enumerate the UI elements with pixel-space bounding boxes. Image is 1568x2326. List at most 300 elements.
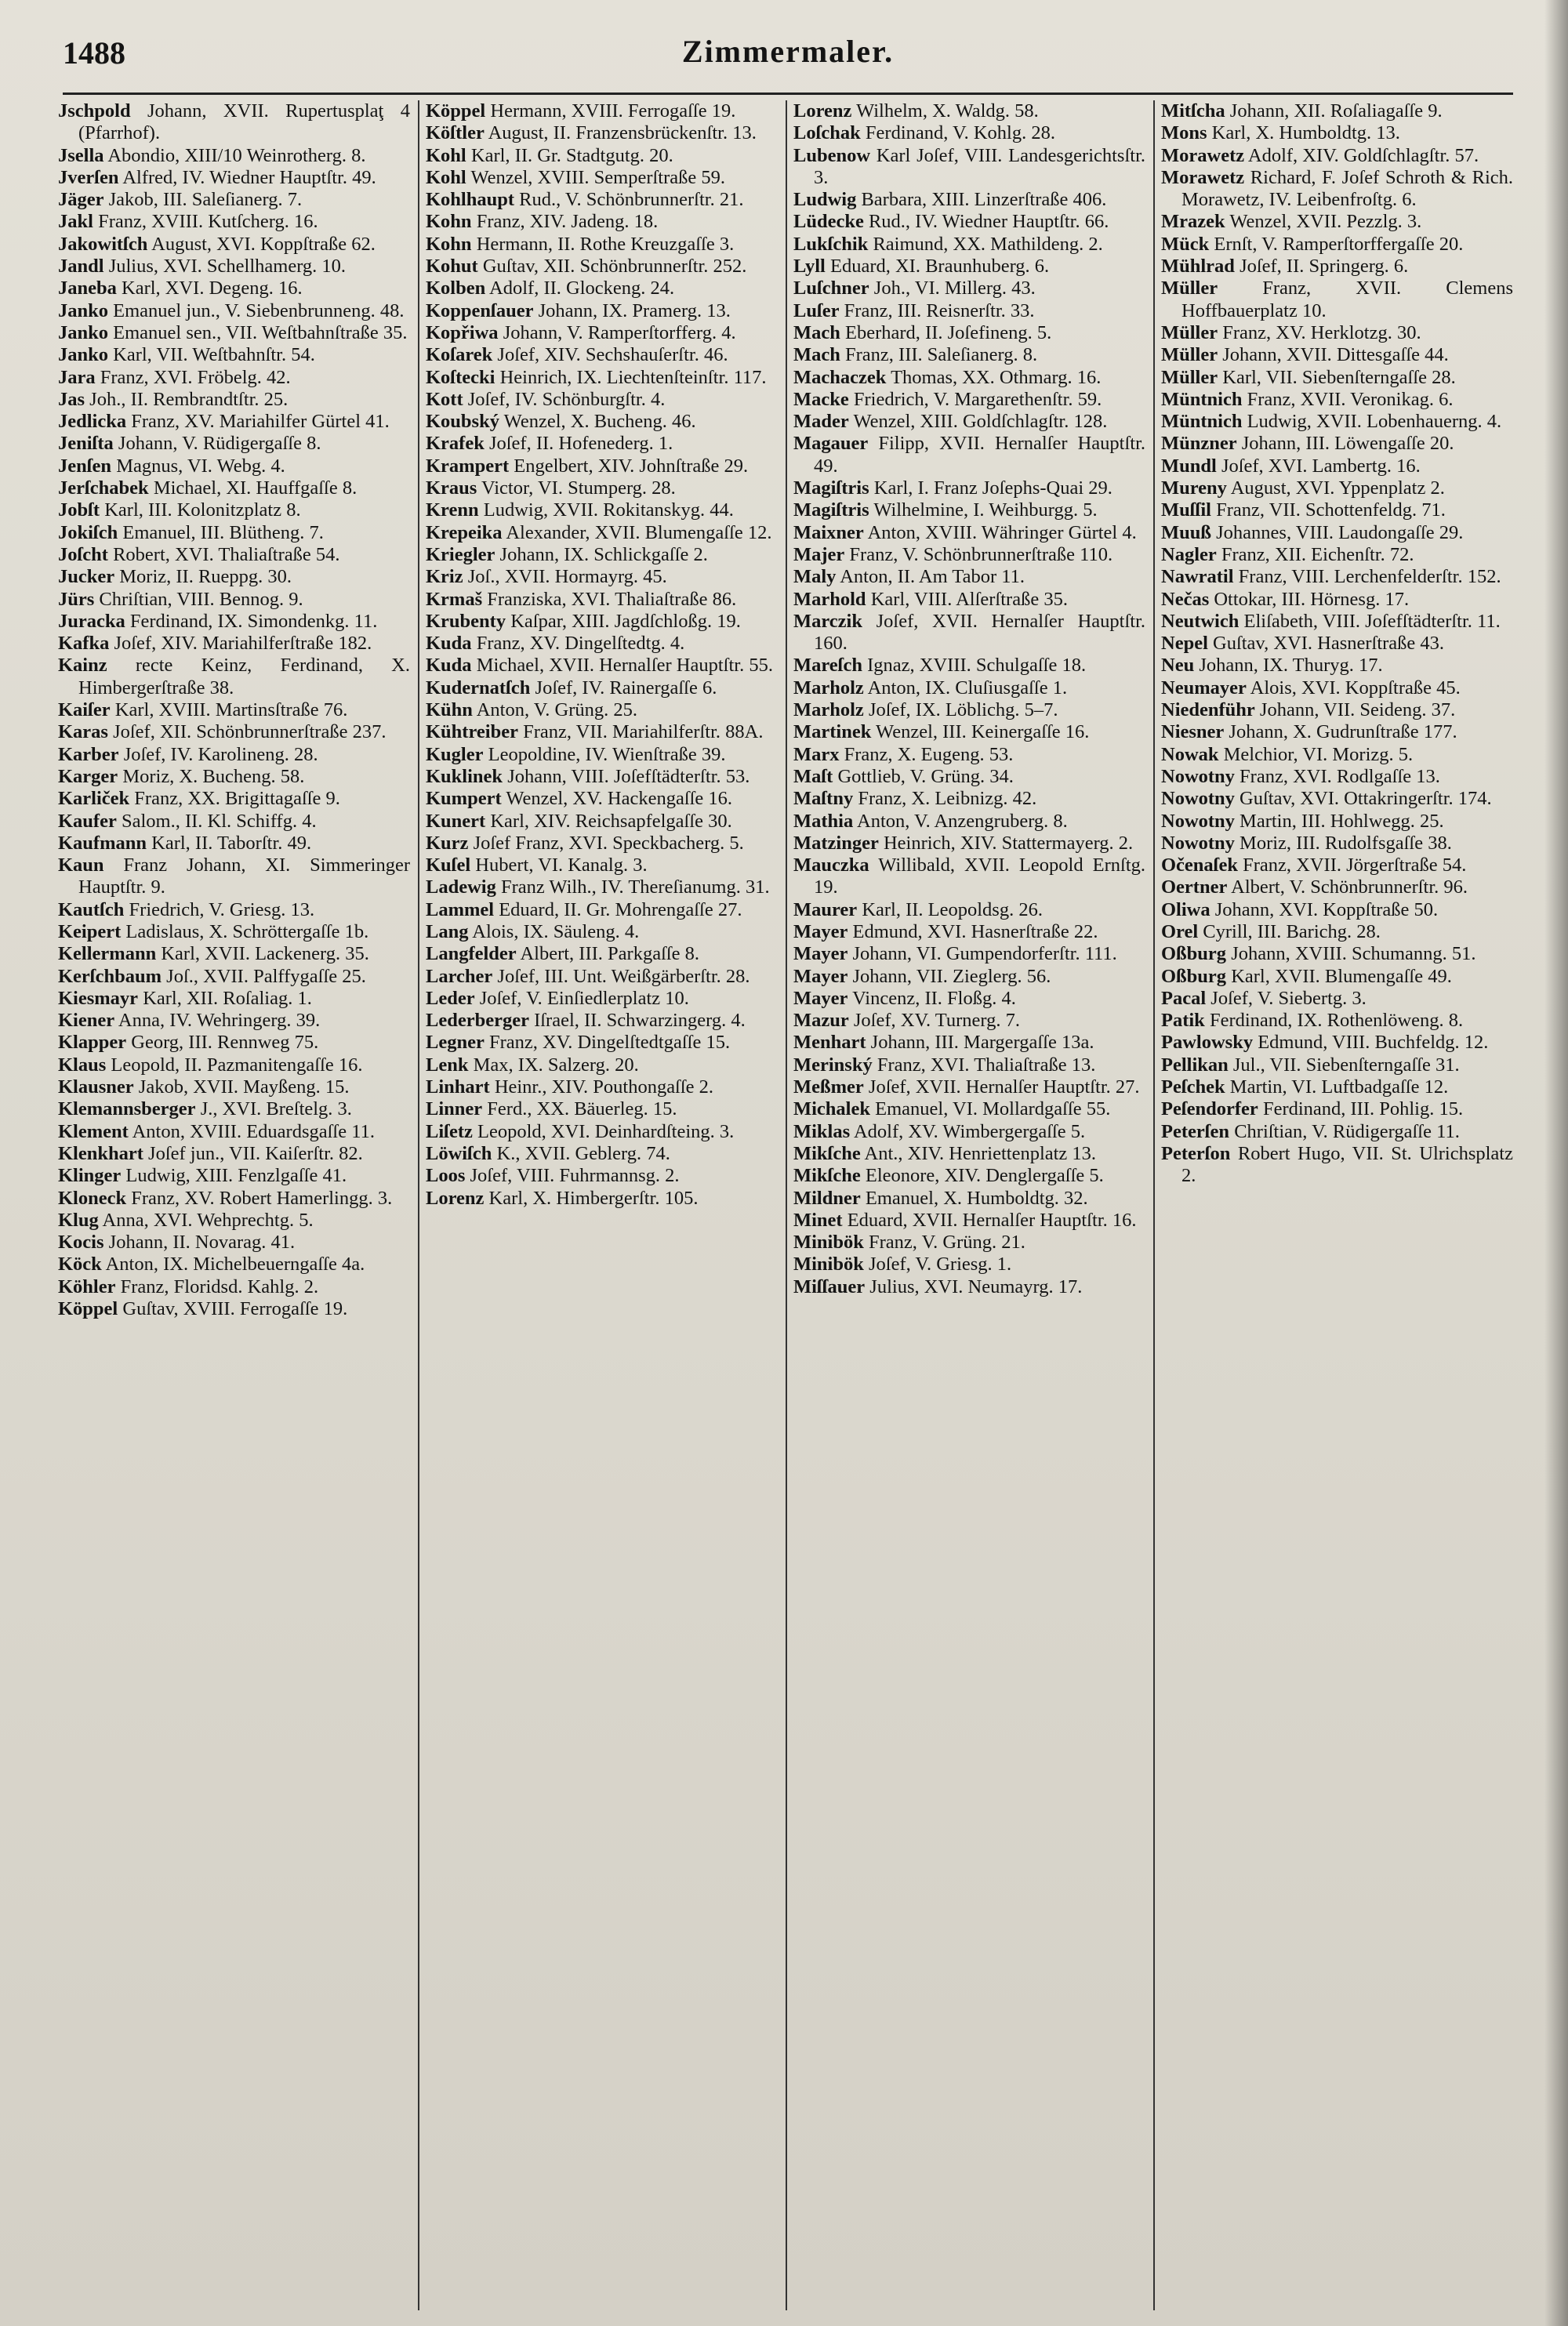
entry-details: Wilhelm, X. Waldg. 58. — [856, 100, 1039, 122]
entry-details: Joſ., XVII. Palffygaſſe 25. — [166, 965, 366, 987]
entry-surname: Nowak — [1161, 743, 1219, 765]
directory-entry — [426, 855, 778, 876]
entry-surname: Lyll — [793, 256, 826, 278]
entry-details: Anton, II. Am Tabor 11. — [840, 566, 1025, 588]
directory-entry — [58, 300, 410, 322]
directory-entry — [426, 1010, 778, 1032]
entry-details: Franz, VII. Mariahilferſtr. 88A. — [523, 721, 764, 743]
directory-entry — [1161, 788, 1513, 810]
entry-details: Chriſtian, VIII. Bennog. 9. — [99, 588, 303, 610]
directory-entry — [426, 566, 778, 588]
entry-surname: Macke — [793, 388, 849, 410]
entry-details: Joh., II. Rembrandtſtr. 25. — [89, 388, 289, 410]
directory-entry — [426, 1054, 778, 1076]
entry-details: Hermann, II. Rothe Kreuzgaſſe 3. — [476, 233, 735, 255]
entry-surname: Minibök — [793, 1232, 864, 1254]
entry-surname: Kraus — [426, 477, 477, 499]
entry-surname: Nowotny — [1161, 788, 1235, 810]
directory-entry — [58, 278, 410, 299]
directory-entry — [58, 943, 410, 965]
entry-surname: Peſendorfer — [1161, 1098, 1258, 1120]
entry-details: Franz, III. Reisnerſtr. 33. — [844, 299, 1035, 321]
entry-surname: Jokiſch — [58, 521, 118, 543]
entry-details: Edmund, XVI. Hasnerſtraße 22. — [852, 920, 1098, 942]
directory-entry — [793, 499, 1145, 521]
entry-surname: Loos — [426, 1165, 466, 1187]
directory-entry — [58, 1254, 410, 1275]
directory-entry — [793, 344, 1145, 366]
entry-surname: Köppel — [58, 1298, 118, 1320]
directory-entry — [426, 966, 778, 988]
entry-details: Joſef Franz, XVI. Speckbacherg. 5. — [473, 832, 744, 854]
entry-details: Robert, XVI. Thaliaſtraße 54. — [113, 543, 340, 565]
entry-details: Ernſt, V. Ramperſtorffergaſſe 20. — [1214, 233, 1464, 255]
entry-details: Karl, II. Leopoldsg. 26. — [862, 898, 1043, 920]
directory-entry — [793, 1032, 1145, 1054]
entry-details: Franz, XIV. Jadeng. 18. — [476, 211, 659, 233]
directory-entry — [426, 1121, 778, 1143]
entry-details: Adolf, II. Glockeng. 24. — [489, 278, 675, 299]
directory-entry — [426, 1143, 778, 1165]
directory-entry — [58, 544, 410, 566]
entry-details: Leopold, XVI. Deinhardſteing. 3. — [477, 1120, 735, 1142]
directory-entry — [426, 433, 778, 455]
entry-surname: Lorenz — [793, 100, 852, 122]
entry-surname: Krmaš — [426, 588, 483, 610]
entry-surname: Jsella — [58, 144, 104, 166]
entry-surname: Jürs — [58, 588, 95, 610]
page-number: 1488 — [63, 35, 125, 71]
entry-details: Karl, I. Franz Joſephs-Quai 29. — [873, 477, 1112, 499]
directory-entry — [793, 411, 1145, 433]
directory-columns — [52, 100, 1521, 2310]
entry-details: Anton, V. Grüng. 25. — [476, 699, 638, 721]
entry-details: Rud., IV. Wiedner Hauptſtr. 66. — [868, 211, 1109, 233]
entry-surname: Mayer — [793, 920, 848, 942]
entry-surname: Köck — [58, 1254, 102, 1275]
entry-details: Emanuel, X. Humboldtg. 32. — [865, 1187, 1088, 1209]
directory-entry — [58, 921, 410, 943]
entry-surname: Krubenty — [426, 610, 506, 632]
entry-details: Friedrich, V. Margarethenſtr. 59. — [853, 388, 1102, 410]
entry-surname: Peterſen — [1161, 1120, 1230, 1142]
directory-entry — [58, 499, 410, 521]
entry-details: Joſef, II. Hofenederg. 1. — [488, 433, 673, 455]
directory-entry — [58, 1121, 410, 1143]
entry-surname: Minibök — [793, 1254, 864, 1275]
entry-details: Johann, VII. Seideng. 37. — [1259, 699, 1456, 721]
entry-surname: Lang — [426, 920, 469, 942]
entry-surname: Niesner — [1161, 721, 1225, 743]
entry-surname: Kopřiwa — [426, 321, 499, 343]
directory-entry — [1161, 833, 1513, 855]
directory-entry — [58, 611, 410, 633]
entry-details: Johann, IX. Pramerg. 13. — [538, 299, 731, 321]
entry-details: Joſef, XVII. Hernalſer Hauptſtr. 160. — [814, 610, 1145, 655]
entry-surname: Karger — [58, 765, 118, 787]
entry-details: Karl, XVII. Lackenerg. 35. — [161, 943, 369, 965]
entry-details: Wenzel, III. Keinergaſſe 16. — [876, 721, 1090, 743]
directory-entry — [1161, 389, 1513, 411]
entry-surname: Klaus — [58, 1054, 107, 1076]
directory-entry — [793, 943, 1145, 965]
directory-entry — [426, 611, 778, 633]
entry-surname: Kaufer — [58, 810, 117, 832]
entry-details: Karl, III. Kolonitzplatz 8. — [104, 499, 301, 521]
entry-surname: Nowotny — [1161, 832, 1235, 854]
entry-surname: Oertner — [1161, 876, 1228, 898]
entry-surname: Nawratil — [1161, 566, 1234, 588]
directory-entry — [58, 833, 410, 855]
entry-surname: Lukſchik — [793, 233, 869, 255]
entry-details: Heinrich, IX. Liechtenſteinſtr. 117. — [499, 366, 767, 388]
directory-entry — [1161, 544, 1513, 566]
entry-details: Karl, II. Gr. Stadtgutg. 20. — [470, 144, 673, 166]
entry-details: Franz, Floridsd. Kahlg. 2. — [120, 1275, 319, 1297]
entry-details: Edmund, VIII. Buchfeldg. 12. — [1258, 1032, 1489, 1054]
entry-details: Ludwig, XVII. Rokitanskyg. 44. — [483, 499, 734, 521]
entry-details: recte Keinz, Ferdinand, X. Himbergerſtraße 38. — [78, 655, 410, 699]
directory-entry — [1161, 278, 1513, 322]
directory-entry — [1161, 211, 1513, 233]
directory-entry — [1161, 411, 1513, 433]
entry-surname: Morawetz — [1161, 144, 1245, 166]
directory-entry — [1161, 855, 1513, 876]
entry-surname: Karber — [58, 743, 119, 765]
entry-surname: Linhart — [426, 1076, 490, 1098]
directory-entry — [1161, 699, 1513, 721]
entry-surname: Kolben — [426, 278, 486, 299]
directory-entry — [793, 477, 1145, 499]
entry-surname: Oßburg — [1161, 943, 1227, 965]
directory-entry — [793, 389, 1145, 411]
entry-details: Martin, III. Hohlwegg. 25. — [1240, 810, 1444, 832]
entry-surname: Jakl — [58, 211, 93, 233]
directory-entry — [58, 1232, 410, 1254]
entry-surname: Jas — [58, 388, 85, 410]
directory-entry — [426, 389, 778, 411]
entry-surname: Kohlhaupt — [426, 189, 515, 211]
directory-entry — [793, 566, 1145, 588]
entry-details: Eduard, XVII. Hernalſer Hauptſtr. 16. — [847, 1209, 1137, 1231]
entry-surname: Mathia — [793, 810, 854, 832]
entry-surname: Löwiſch — [426, 1142, 492, 1164]
entry-surname: Kohn — [426, 233, 472, 255]
directory-entry — [793, 234, 1145, 256]
entry-details: Johann, XII. Roſaliagaſſe 9. — [1229, 100, 1443, 122]
directory-entry — [793, 677, 1145, 699]
entry-details: Karl, XVII. Blumengaſſe 49. — [1231, 965, 1452, 987]
entry-details: Emanuel sen., VII. Weſtbahnſtraße 35. — [113, 321, 408, 343]
directory-entry — [58, 966, 410, 988]
entry-details: Anton, XVIII. Währinger Gürtel 4. — [867, 521, 1137, 543]
directory-entry — [58, 766, 410, 788]
entry-surname: Patik — [1161, 1010, 1205, 1032]
entry-details: Anton, XVIII. Eduardsgaſſe 11. — [132, 1120, 375, 1142]
entry-details: Guſtav, XVI. Hasnerſtraße 43. — [1213, 633, 1445, 655]
entry-details: Joſef, IV. Karolineng. 28. — [123, 743, 318, 765]
entry-surname: Mareſch — [793, 655, 862, 677]
entry-details: Johann, VI. Gumpendorferſtr. 111. — [852, 943, 1117, 965]
directory-entry — [58, 477, 410, 499]
entry-surname: Marholz — [793, 677, 864, 699]
entry-surname: Keipert — [58, 920, 122, 942]
directory-entry — [426, 811, 778, 833]
entry-details: Joſef, II. Springerg. 6. — [1240, 256, 1409, 278]
entry-details: Joſ., XVII. Hormayrg. 45. — [467, 566, 667, 588]
directory-entry — [1161, 1032, 1513, 1054]
entry-surname: Michalek — [793, 1098, 870, 1120]
directory-entry — [1161, 499, 1513, 521]
entry-surname: Karas — [58, 721, 108, 743]
directory-entry — [793, 1076, 1145, 1098]
directory-entry — [426, 234, 778, 256]
entry-details: Joſef, IX. Löblichg. 5–7. — [868, 699, 1058, 721]
directory-entry — [426, 411, 778, 433]
entry-surname: Marczik — [793, 610, 862, 632]
entry-details: Eliſabeth, VIII. Joſefſtädterſtr. 11. — [1243, 610, 1501, 632]
directory-entry — [426, 833, 778, 855]
entry-details: Joh., VI. Millerg. 43. — [873, 278, 1036, 299]
directory-entry — [426, 921, 778, 943]
directory-entry — [1161, 611, 1513, 633]
entry-details: August, XVI. Yppenplatz 2. — [1230, 477, 1445, 499]
entry-surname: Jeniſta — [58, 433, 114, 455]
entry-surname: Langfelder — [426, 943, 517, 965]
entry-details: Wenzel, X. Bucheng. 46. — [503, 411, 696, 433]
entry-surname: Peſchek — [1161, 1076, 1225, 1098]
entry-surname: Jandl — [58, 256, 104, 278]
entry-details: Franz, X. Leibnizg. 42. — [858, 788, 1037, 810]
directory-entry — [426, 211, 778, 233]
directory-entry — [1161, 1098, 1513, 1120]
entry-details: Joſef, III. Unt. Weißgärberſtr. 28. — [497, 965, 750, 987]
directory-entry — [426, 477, 778, 499]
entry-surname: Lorenz — [426, 1187, 485, 1209]
entry-surname: Lederberger — [426, 1010, 529, 1032]
entry-details: Wenzel, XV. Hackengaſſe 16. — [506, 788, 733, 810]
entry-surname: Pellikan — [1161, 1054, 1229, 1076]
entry-details: Ant., XIV. Henriettenplatz 13. — [864, 1142, 1097, 1164]
entry-details: Franz, X. Eugeng. 53. — [844, 743, 1014, 765]
entry-surname: Jäger — [58, 189, 104, 211]
header-rule — [63, 93, 1513, 95]
directory-entry — [58, 855, 410, 899]
entry-details: Franz, V. Grüng. 21. — [869, 1232, 1025, 1254]
entry-surname: Kohl — [426, 166, 466, 188]
directory-entry — [58, 721, 410, 743]
entry-surname: Mikſche — [793, 1142, 861, 1164]
entry-details: Joſef, XII. Schönbrunnerſtraße 237. — [113, 721, 387, 743]
entry-surname: Ladewig — [426, 876, 496, 898]
entry-surname: Jschpold — [58, 100, 131, 122]
entry-details: Franz, XV. Dingelſtedtg. 4. — [476, 633, 685, 655]
entry-details: Johann, V. Ramperſtorfferg. 4. — [503, 321, 736, 343]
entry-details: Franz, V. Schönbrunnerſtraße 110. — [849, 543, 1113, 565]
entry-surname: Maſt — [793, 765, 833, 787]
directory-entry — [58, 1188, 410, 1210]
entry-surname: Kiesmayr — [58, 987, 139, 1009]
directory-entry — [1161, 988, 1513, 1010]
directory-entry — [58, 411, 410, 433]
entry-details: Franz, XV. Herklotzg. 30. — [1222, 321, 1421, 343]
entry-details: Joſef jun., VII. Kaiſerſtr. 82. — [148, 1142, 363, 1164]
entry-surname: Janko — [58, 321, 109, 343]
entry-surname: Klenkhart — [58, 1142, 143, 1164]
entry-details: Ludwig, XIII. Fenzlgaſſe 41. — [125, 1165, 347, 1187]
entry-details: Karl, VIII. Alſerſtraße 35. — [870, 588, 1068, 610]
directory-entry — [793, 721, 1145, 743]
entry-details: Leopold, II. Pazmanitengaſſe 16. — [111, 1054, 363, 1076]
directory-entry — [793, 1232, 1145, 1254]
directory-entry — [58, 367, 410, 389]
entry-details: Emanuel, VI. Mollardgaſſe 55. — [875, 1098, 1111, 1120]
entry-surname: Kerſchbaum — [58, 965, 162, 987]
entry-surname: Krampert — [426, 455, 510, 477]
entry-details: Cyrill, III. Barichg. 28. — [1203, 920, 1381, 942]
entry-details: Albert, V. Schönbrunnerſtr. 96. — [1231, 876, 1468, 898]
directory-entry — [793, 1276, 1145, 1298]
directory-entry — [1161, 1076, 1513, 1098]
entry-surname: Mons — [1161, 122, 1207, 144]
entry-surname: Luſer — [793, 299, 840, 321]
entry-details: Johann, V. Rüdigergaſſe 8. — [118, 433, 321, 455]
entry-surname: Janko — [58, 344, 109, 366]
entry-surname: Orel — [1161, 920, 1199, 942]
entry-surname: Mauczka — [793, 855, 869, 876]
entry-details: Franz, XVI. Fröbelg. 42. — [100, 366, 291, 388]
entry-surname: Lubenow — [793, 144, 871, 166]
directory-entry — [58, 1054, 410, 1076]
entry-details: Franz, III. Saleſianerg. 8. — [845, 344, 1038, 366]
entry-details: Iſrael, II. Schwarzingerg. 4. — [534, 1010, 746, 1032]
entry-details: Moriz, X. Bucheng. 58. — [122, 765, 305, 787]
directory-entry — [58, 1165, 410, 1187]
entry-surname: Koſtecki — [426, 366, 495, 388]
entry-details: Franz, VII. Schottenfeldg. 71. — [1216, 499, 1446, 521]
directory-entry — [426, 721, 778, 743]
entry-surname: Kumpert — [426, 788, 502, 810]
entry-details: Rud., V. Schönbrunnerſtr. 21. — [519, 189, 744, 211]
directory-entry — [793, 1254, 1145, 1275]
directory-entry — [58, 322, 410, 344]
entry-details: Joſef, V. Einſiedlerplatz 10. — [479, 987, 689, 1009]
entry-details: Filipp, XVII. Hernalſer Hauptſtr. 49. — [814, 433, 1146, 477]
entry-details: Wenzel, XVIII. Semperſtraße 59. — [470, 166, 726, 188]
entry-surname: Nowotny — [1161, 765, 1235, 787]
entry-surname: Lenk — [426, 1054, 469, 1076]
entry-surname: Krafek — [426, 433, 485, 455]
entry-details: Ignaz, XVIII. Schulgaſſe 18. — [867, 655, 1087, 677]
entry-surname: Kohut — [426, 256, 478, 278]
directory-entry — [426, 589, 778, 611]
entry-surname: Klapper — [58, 1032, 127, 1054]
entry-details: Guſtav, XII. Schönbrunnerſtr. 252. — [482, 256, 747, 278]
entry-surname: Kaufmann — [58, 832, 147, 854]
entry-surname: Kaun — [58, 855, 104, 876]
entry-details: J., XVI. Breſtelg. 3. — [200, 1098, 352, 1120]
directory-entry — [793, 1010, 1145, 1032]
entry-details: Adolf, XIV. Goldſchlagſtr. 57. — [1247, 144, 1479, 166]
entry-surname: Legner — [426, 1032, 485, 1054]
directory-entry — [793, 278, 1145, 299]
entry-surname: Pacal — [1161, 987, 1207, 1009]
entry-surname: Münzner — [1161, 433, 1237, 455]
directory-entry — [58, 1032, 410, 1054]
directory-entry — [793, 522, 1145, 544]
directory-entry — [426, 278, 778, 299]
entry-details: Engelbert, XIV. Johnſtraße 29. — [514, 455, 749, 477]
directory-entry — [1161, 322, 1513, 344]
directory-entry — [793, 1188, 1145, 1210]
entry-surname: Kühtreiber — [426, 721, 518, 743]
entry-surname: Meßmer — [793, 1076, 864, 1098]
directory-entry — [793, 367, 1145, 389]
entry-surname: Kugler — [426, 743, 484, 765]
entry-details: Joſef, IV. Schönburgſtr. 4. — [467, 388, 666, 410]
directory-entry — [793, 744, 1145, 766]
entry-surname: Jedlicka — [58, 411, 127, 433]
directory-entry — [426, 943, 778, 965]
entry-details: Franz, XVII. Jörgerſtraße 54. — [1243, 855, 1467, 876]
entry-details: Ferdinand, IX. Simondenkg. 11. — [129, 610, 378, 632]
entry-details: Raimund, XX. Mathildeng. 2. — [873, 233, 1103, 255]
entry-details: Salom., II. Kl. Schiffg. 4. — [121, 810, 317, 832]
directory-entry — [426, 1165, 778, 1187]
entry-details: Karl, XIV. Reichsapfelgaſſe 30. — [490, 810, 732, 832]
entry-details: Franz Wilh., IV. Thereſianumg. 31. — [500, 876, 770, 898]
entry-details: Franz, XVI. Rodlgaſſe 13. — [1240, 765, 1440, 787]
entry-surname: Neumayer — [1161, 677, 1247, 699]
entry-surname: Loſchak — [793, 122, 861, 144]
entry-details: Moriz, II. Rueppg. 30. — [119, 566, 292, 588]
directory-entry — [793, 833, 1145, 855]
directory-entry — [793, 1210, 1145, 1232]
entry-details: Georg, III. Rennweg 75. — [131, 1032, 319, 1054]
entry-details: Ferdinand, III. Pohlig. 15. — [1262, 1098, 1464, 1120]
entry-surname: Mazur — [793, 1010, 849, 1032]
entry-details: Ferdinand, IX. Rothenlöweng. 8. — [1209, 1010, 1464, 1032]
entry-details: Wenzel, XVII. Pezzlg. 3. — [1229, 211, 1422, 233]
entry-details: Vincenz, II. Floßg. 4. — [852, 987, 1016, 1009]
entry-surname: Kühn — [426, 699, 473, 721]
directory-entry — [793, 1165, 1145, 1187]
directory-entry — [1161, 1143, 1513, 1188]
directory-entry — [58, 1210, 410, 1232]
entry-details: Leopoldine, IV. Wienſtraße 39. — [488, 743, 726, 765]
entry-details: Johann, III. Margergaſſe 13a. — [870, 1032, 1094, 1054]
directory-entry — [793, 256, 1145, 278]
entry-details: Hermann, XVIII. Ferrogaſſe 19. — [490, 100, 736, 122]
entry-surname: Magiſtris — [793, 477, 869, 499]
directory-entry — [1161, 966, 1513, 988]
entry-surname: Mader — [793, 411, 849, 433]
entry-details: Guſtav, XVIII. Ferrogaſſe 19. — [122, 1298, 348, 1320]
column-2 — [419, 100, 787, 2310]
entry-surname: Joſcht — [58, 543, 108, 565]
entry-details: Chriſtian, V. Rüdigergaſſe 11. — [1234, 1120, 1460, 1142]
entry-details: Magnus, VI. Webg. 4. — [116, 455, 285, 477]
entry-surname: Nepel — [1161, 633, 1208, 655]
directory-entry — [426, 876, 778, 898]
directory-entry — [426, 189, 778, 211]
directory-entry — [426, 256, 778, 278]
directory-entry — [1161, 566, 1513, 588]
directory-entry — [793, 433, 1145, 477]
entry-details: Franz, XVII. Clemens Hoffbauerplatz 10. — [1181, 278, 1514, 321]
entry-details: Karl, VII. Siebenſterngaſſe 28. — [1222, 366, 1456, 388]
entry-surname: Mildner — [793, 1187, 861, 1209]
